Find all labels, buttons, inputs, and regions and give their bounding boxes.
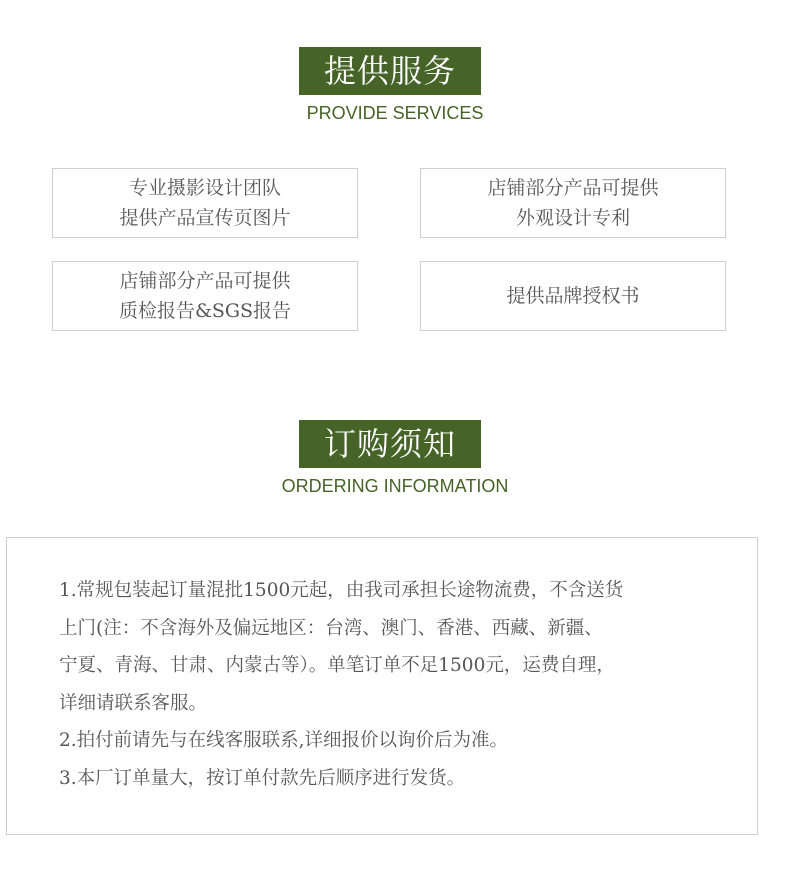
- service-item-design-patent: [420, 168, 726, 238]
- service-item-line: 专业摄影设计团队: [128, 177, 281, 199]
- services-subtitle: PROVIDE SERVICES: [306, 103, 484, 123]
- service-item-line: 质检报告&SGS报告: [118, 300, 292, 322]
- service-item-line: 店铺部分产品可提供: [487, 177, 659, 199]
- service-item-quality-report: [52, 261, 358, 331]
- service-item-line: 店铺部分产品可提供: [119, 270, 291, 292]
- ordering-info-box: [6, 537, 758, 835]
- ordering-title: 订购须知: [299, 420, 481, 468]
- ordering-info-line: 上门(注：不含海外及偏远地区：台湾、澳门、香港、西藏、新疆、: [59, 617, 603, 639]
- service-item-line: 提供产品宣传页图片: [119, 207, 291, 229]
- ordering-info-line: 宁夏、青海、甘肃、内蒙古等）。单笔订单不足1500元，运费自理，: [59, 655, 615, 676]
- service-item-line: 提供品牌授权书: [506, 285, 640, 307]
- service-item-photography: [52, 168, 358, 238]
- ordering-info-line: 1.常规包装起订量混批1500元起，由我司承担长途物流费，不含送货: [59, 580, 624, 601]
- ordering-subtitle: ORDERING INFORMATION: [281, 476, 509, 496]
- ordering-info-line: 3.本厂订单量大，按订单付款先后顺序进行发货。: [59, 767, 466, 789]
- ordering-info-line: 2.拍付前请先与在线客服联系,详细报价以询价后为准。: [59, 730, 509, 751]
- services-title: 提供服务: [299, 47, 481, 95]
- service-item-brand-authorization: [420, 261, 726, 331]
- ordering-info-line: 详细请联系客服。: [59, 692, 208, 714]
- service-item-line: 外观设计专利: [515, 207, 630, 229]
